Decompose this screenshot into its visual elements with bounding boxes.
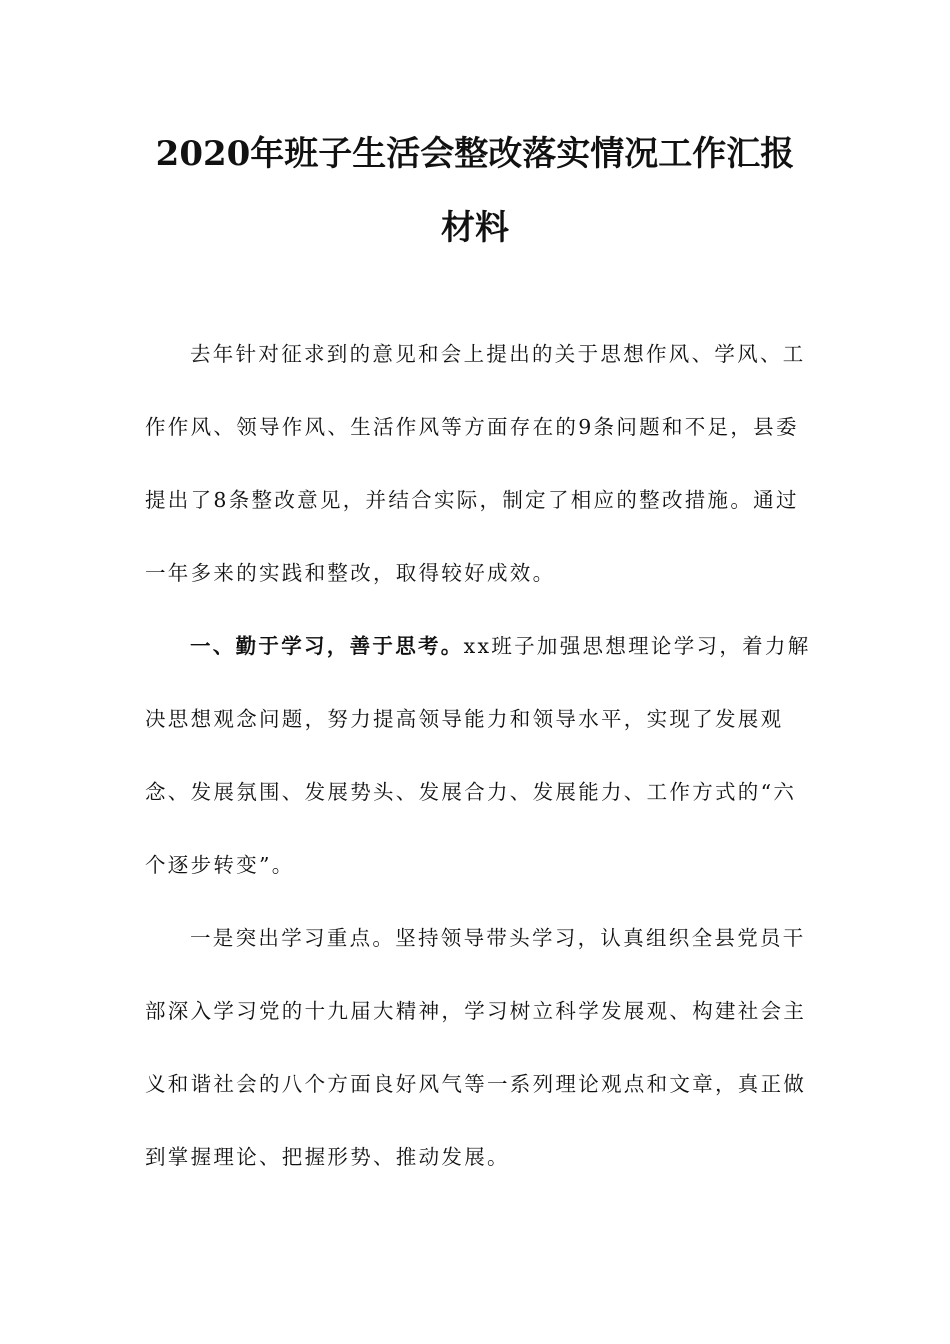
paragraph-line: 念、发展氛围、发展势头、发展合力、发展能力、工作方式的“六 <box>145 780 797 804</box>
document-body <box>145 318 811 1194</box>
paragraph-line: 决思想观念问题，努力提高领导能力和领导水平，实现了发展观 <box>145 707 784 731</box>
document-title-line-1: 2020年班子生活会整改落实情况工作汇报 <box>155 134 795 174</box>
paragraph-line: 到掌握理论、把握形势、推动发展。 <box>145 1145 510 1169</box>
paragraph-line: 去年针对征求到的意见和会上提出的关于思想作风、学风、工 <box>190 342 806 366</box>
paragraph-line: 义和谐社会的八个方面良好风气等一系列理论观点和文章，真正做 <box>145 1072 807 1096</box>
paragraph-line: 一年多来的实践和整改，取得较好成效。 <box>145 561 556 585</box>
paragraph-line: 作作风、领导作风、生活作风等方面存在的9条问题和不足，县委 <box>145 415 799 439</box>
paragraph-line: 提出了8条整改意见，并结合实际，制定了相应的整改措施。通过 <box>145 488 799 512</box>
section-heading-line <box>145 610 811 683</box>
paragraph-line: 个逐步转变”。 <box>145 853 295 877</box>
paragraph-line: 一是突出学习重点。坚持领导带头学习，认真组织全县党员干 <box>190 926 806 950</box>
document-title-line-2: 材料 <box>441 208 509 248</box>
section-heading: 一、勤于学习，善于思考。 <box>190 634 464 658</box>
paragraph-line: 部深入学习党的十九届大精神，学习树立科学发展观、构建社会主 <box>145 999 807 1023</box>
paragraph-text: xx班子加强思想理论学习，着力解 <box>463 634 811 658</box>
